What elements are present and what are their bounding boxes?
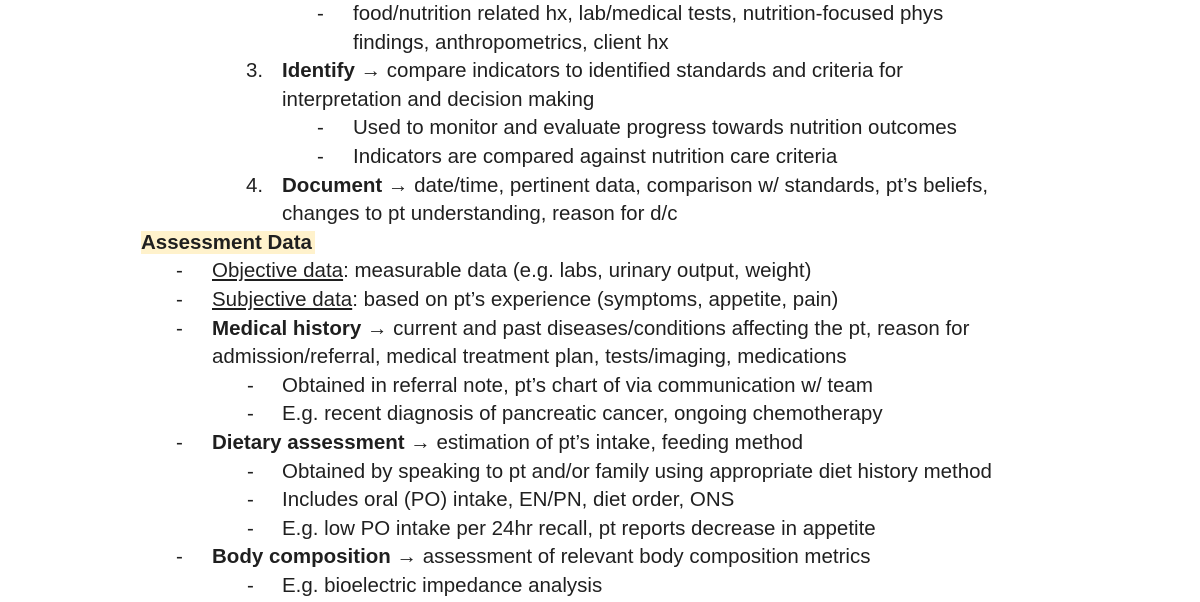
item-bold-label: Document xyxy=(282,174,383,197)
item-bold-label: Medical history xyxy=(212,317,362,340)
list-item-text: changes to pt understanding, reason for d/c xyxy=(282,202,678,225)
section-heading xyxy=(141,229,315,257)
list-item xyxy=(212,543,870,571)
item-text: → date/time, pertinent data, comparison w/ standards, pt’s beliefs, xyxy=(382,174,989,197)
list-item-text: Obtained in referral note, pt’s chart of via communication w/ team xyxy=(282,374,873,397)
list-number: 4. xyxy=(246,174,264,197)
item-bold-label: Identify xyxy=(282,59,355,82)
list-item-text: Used to monitor and evaluate progress towards nutrition outcomes xyxy=(353,116,957,139)
list-item-text: E.g. low PO intake per 24hr recall, pt reports decrease in appetite xyxy=(282,517,876,540)
list-item xyxy=(212,315,969,343)
bullet-dash: - xyxy=(317,145,324,168)
underlined-term: Subjective data xyxy=(212,288,353,311)
bullet-dash: - xyxy=(176,317,183,340)
bullet-dash: - xyxy=(247,574,254,597)
bullet-dash: - xyxy=(247,488,254,511)
list-item-text: Includes oral (PO) intake, EN/PN, diet order, ONS xyxy=(282,488,735,511)
bullet-dash: - xyxy=(317,116,324,139)
item-bold-label: Dietary assessment xyxy=(212,431,405,454)
bullet-dash: - xyxy=(176,288,183,311)
bullet-dash: - xyxy=(247,460,254,483)
numbered-list-item xyxy=(282,57,903,85)
list-item-text: Obtained by speaking to pt and/or family using appropriate diet history method xyxy=(282,460,992,483)
item-text: : based on pt’s experience (symptoms, appetite, pain) xyxy=(352,288,839,311)
bullet-dash: - xyxy=(317,2,324,25)
underlined-term: Objective data xyxy=(212,259,344,282)
list-item xyxy=(212,429,803,457)
list-item-text: interpretation and decision making xyxy=(282,88,595,111)
numbered-list-item xyxy=(282,172,988,200)
list-item-text: E.g. bioelectric impedance analysis xyxy=(282,574,603,597)
bullet-dash: - xyxy=(176,259,183,282)
highlighted-heading-text: Assessment Data xyxy=(141,231,315,254)
item-text: → compare indicators to identified standards and criteria for xyxy=(354,59,903,82)
list-item-text: food/nutrition related hx, lab/medical tests, nutrition-focused phys xyxy=(353,2,944,25)
list-item-text: E.g. recent diagnosis of pancreatic cancer, ongoing chemotherapy xyxy=(282,402,883,425)
bullet-dash: - xyxy=(247,517,254,540)
item-text: → assessment of relevant body composition metrics xyxy=(390,545,871,568)
item-text: → current and past diseases/conditions affecting the pt, reason for xyxy=(361,317,970,340)
list-item-text: findings, anthropometrics, client hx xyxy=(353,31,669,54)
item-text: → estimation of pt’s intake, feeding method xyxy=(404,431,804,454)
bullet-dash: - xyxy=(247,402,254,425)
bullet-dash: - xyxy=(176,431,183,454)
list-item xyxy=(212,286,838,314)
item-text: : measurable data (e.g. labs, urinary output, weight) xyxy=(343,259,812,282)
item-bold-label: Body composition xyxy=(212,545,391,568)
list-item-text: Indicators are compared against nutrition care criteria xyxy=(353,145,838,168)
list-item-text: admission/referral, medical treatment plan, tests/imaging, medications xyxy=(212,345,847,368)
bullet-dash: - xyxy=(176,545,183,568)
list-number: 3. xyxy=(246,59,264,82)
list-item xyxy=(212,257,811,285)
bullet-dash: - xyxy=(247,374,254,397)
